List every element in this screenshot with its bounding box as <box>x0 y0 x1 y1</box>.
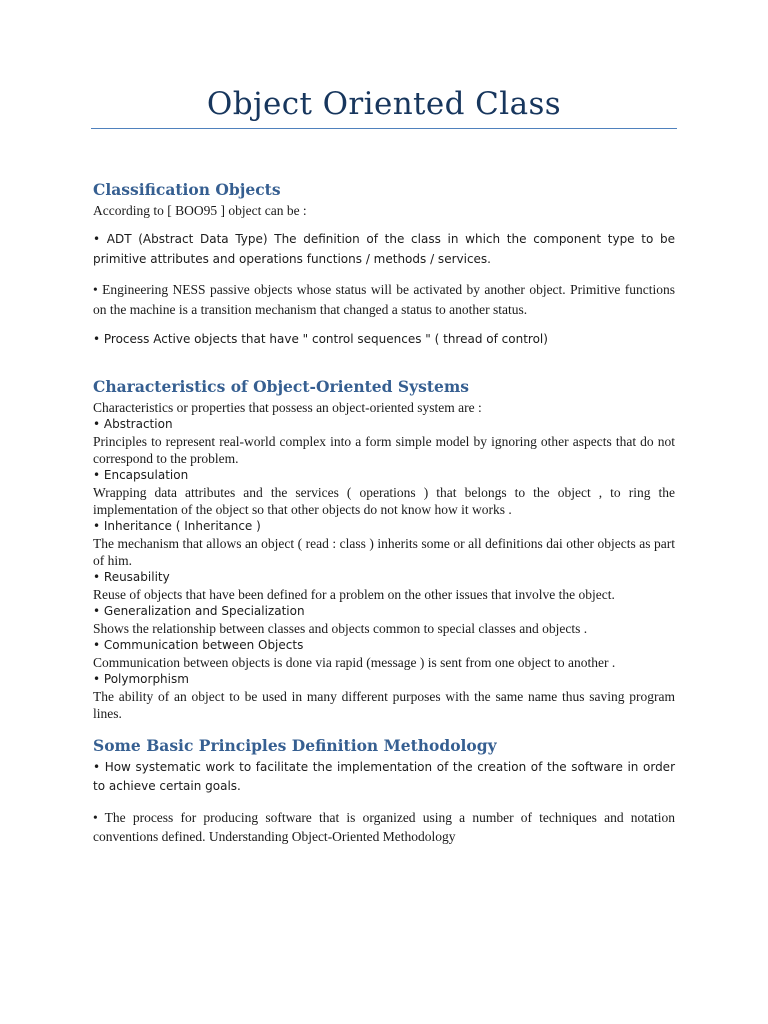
characteristic-description: Communication between objects is done via rapid (message ) is sent from one object to another . <box>93 654 616 670</box>
characteristic-name: • Communication between Objects <box>93 637 304 652</box>
section-intro: According to [ BOO95 ] object can be : <box>93 203 307 218</box>
title-underline <box>91 128 677 129</box>
section-intro: Characteristics or properties that possess an object-oriented system are : <box>93 399 482 415</box>
characteristic-description: The ability of an object to be used in many different purposes with the same name thus saving program lines. <box>93 688 675 721</box>
section-heading: Characteristics of Object-Oriented Systems <box>93 376 469 396</box>
characteristic-name: • Polymorphism <box>93 671 189 686</box>
section-principles-methodology <box>93 736 675 847</box>
characteristic-description: Shows the relationship between classes and objects common to special classes and objects . <box>93 620 588 636</box>
page-title: Object Oriented Class <box>206 86 562 122</box>
section-heading: Some Basic Principles Definition Methodology <box>93 735 497 755</box>
characteristic-name: • Generalization and Specialization <box>93 603 305 618</box>
characteristic-description: The mechanism that allows an object ( read : class ) inherits some or all definitions dai other objects as part of him. <box>93 535 675 568</box>
list-item: • Process Active objects that have " control sequences " ( thread of control) <box>93 332 548 346</box>
characteristic-description: Wrapping data attributes and the services ( operations ) that belongs to the object , to ring the implementation of the object so that other objects do not know how it works . <box>93 484 675 517</box>
section-characteristics <box>93 377 675 722</box>
characteristic-description: Reuse of objects that have been defined for a problem on the other issues that involve the object. <box>93 586 615 602</box>
section-classification-objects <box>93 180 675 350</box>
characteristic-description: Principles to represent real-world complex into a form simple model by ignoring other aspects that do not correspond to the problem. <box>93 433 675 466</box>
list-item: • The process for producing software that is organized using a number of techniques and notation conventions defined. Understanding Object-Oriented Methodology <box>93 809 675 844</box>
characteristic-name: • Reusability <box>93 569 170 584</box>
section-heading: Classification Objects <box>93 180 281 199</box>
characteristic-name: • Inheritance ( Inheritance ) <box>93 518 261 533</box>
list-item: • How systematic work to facilitate the implementation of the creation of the software in order to achieve certain goals. <box>93 759 675 793</box>
list-item: • ADT (Abstract Data Type) The definition of the class in which the component type to be primitive attributes and operations functions / methods / services. <box>93 232 675 266</box>
characteristic-name: • Encapsulation <box>93 467 189 482</box>
characteristic-name: • Abstraction <box>93 416 173 431</box>
list-item: • Engineering NESS passive objects whose status will be activated by another object. Primitive functions on the machine is a transition mechanism that changed a status to another status. <box>93 282 675 317</box>
document-body <box>93 180 675 847</box>
